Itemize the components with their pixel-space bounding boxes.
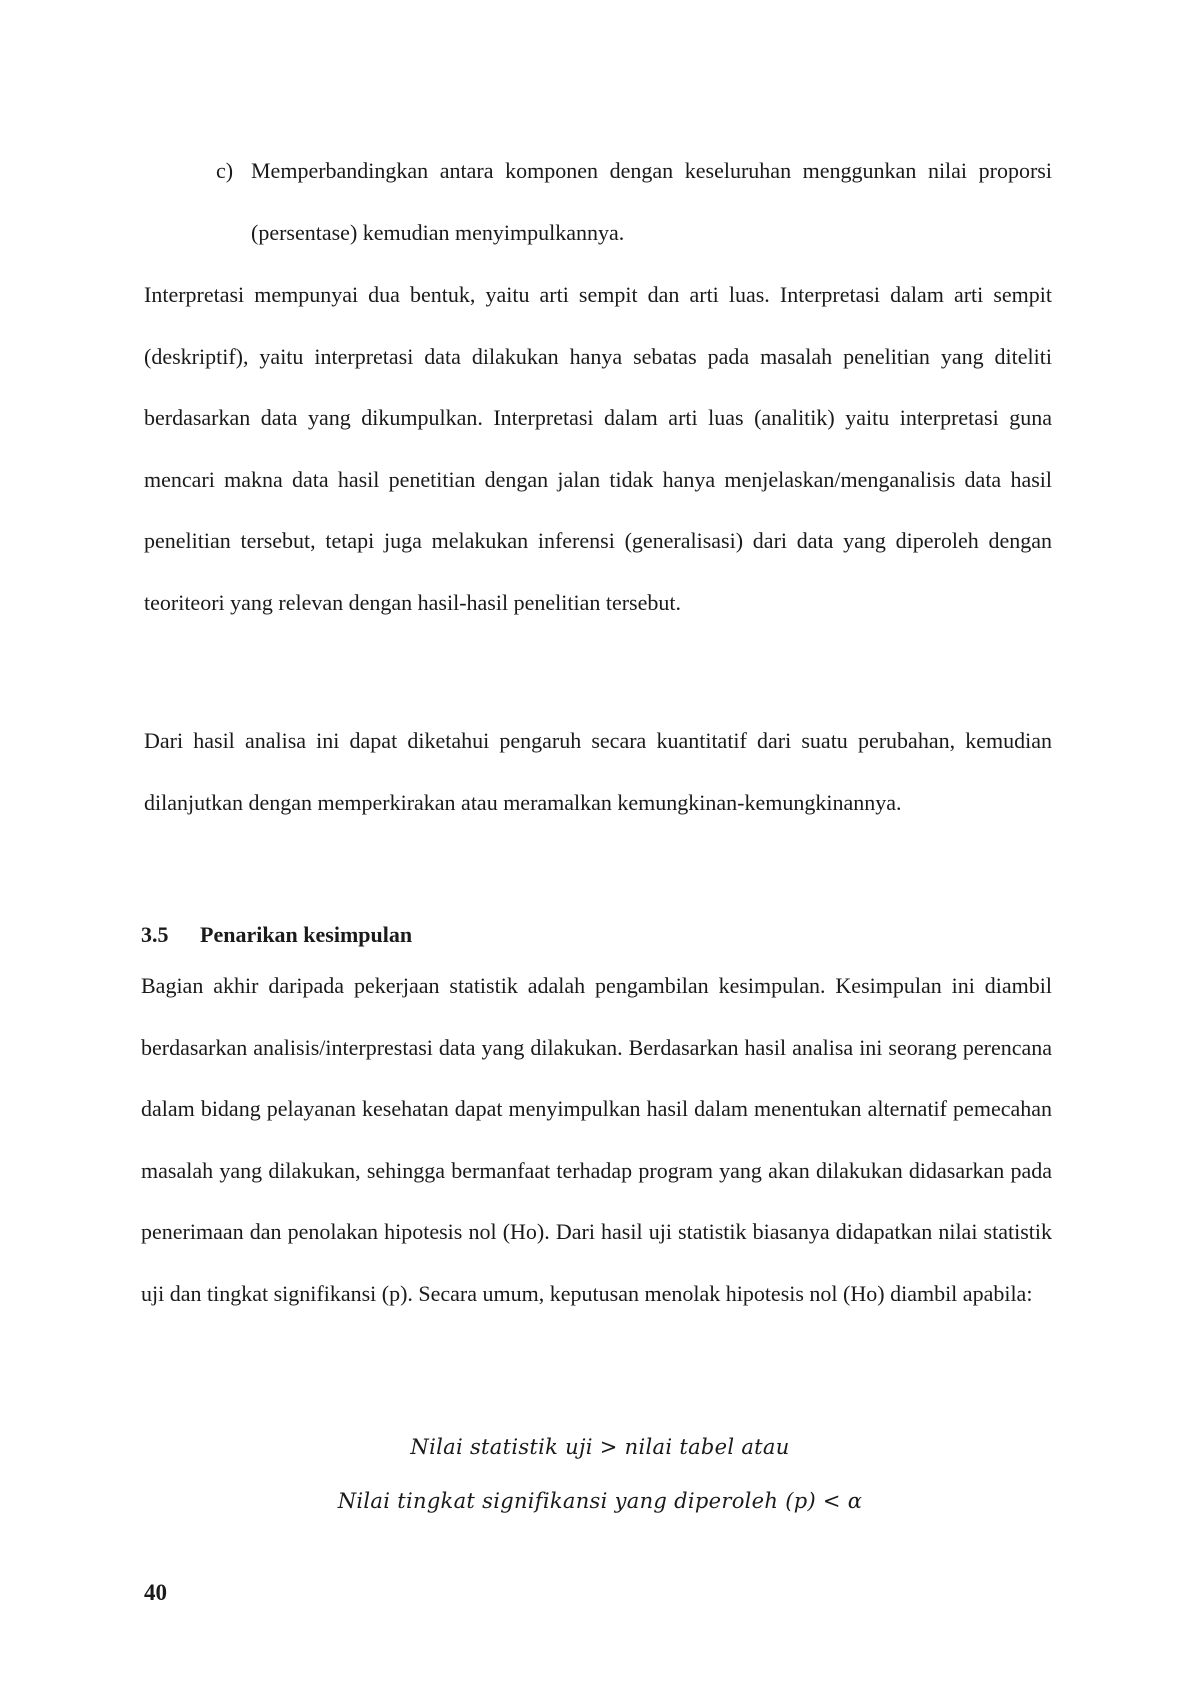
formula-statistik-uji: Nilai statistik uji > nilai tabel atau: [410, 1435, 790, 1459]
formula-signifikansi: Nilai tingkat signifikansi yang diperoleh (p) < α: [337, 1489, 863, 1513]
page-number: 40: [144, 1580, 167, 1605]
paragraph-kesimpulan: Bagian akhir daripada pekerjaan statistik adalah pengambilan kesimpulan. Kesimpulan ini diambil berdasarkan analisis/interprestasi data yang dilakukan. Berdasarkan hasil analisa ini seorang perencana dalam bidang pelayanan kesehatan dapat menyimpulkan hasil dalam menentukan alternatif pemecahan masalah yang dilakukan, sehingga bermanfaat terhadap program yang akan dilakukan didasarkan pada penerimaan dan penolakan hipotesis nol (Ho). Dari hasil uji statistik biasanya didapatkan nilai statistik uji dan tingkat signifikansi (p). Secara umum, keputusan menolak hipotesis nol (Ho) diambil apabila:: [141, 973, 1052, 1306]
paragraph-analisa: Dari hasil analisa ini dapat diketahui pengaruh secara kuantitatif dari suatu perubahan, kemudian dilanjutkan dengan memperkirakan atau meramalkan kemungkinan-kemungkinannya.: [144, 728, 1052, 815]
paragraph-interpretasi: Interpretasi mempunyai dua bentuk, yaitu arti sempit dan arti luas. Interpretasi dalam arti sempit (deskriptif), yaitu interpretasi data dilakukan hanya sebatas pada masalah penelitian yang diteliti berdasarkan data yang dikumpulkan. Interpretasi dalam arti luas (analitik) yaitu interpretasi guna mencari makna data hasil penetitian dengan jalan tidak hanya menjelaskan/menganalisis data hasil penelitian tersebut, tetapi juga melakukan inferensi (generalisasi) dari data yang diperoleh dengan teoriteori yang relevan dengan hasil-hasil penelitian tersebut.: [144, 282, 1052, 615]
list-marker: c): [216, 158, 234, 183]
list-item-text: Memperbandingkan antara komponen dengan keseluruhan menggunkan nilai proporsi (persentase) kemudian menyimpulkannya.: [251, 158, 1052, 245]
section-number: 3.5: [141, 922, 169, 947]
list-item-c: [216, 140, 1052, 264]
section-heading: [141, 920, 412, 950]
section-title: Penarikan kesimpulan: [200, 922, 413, 947]
